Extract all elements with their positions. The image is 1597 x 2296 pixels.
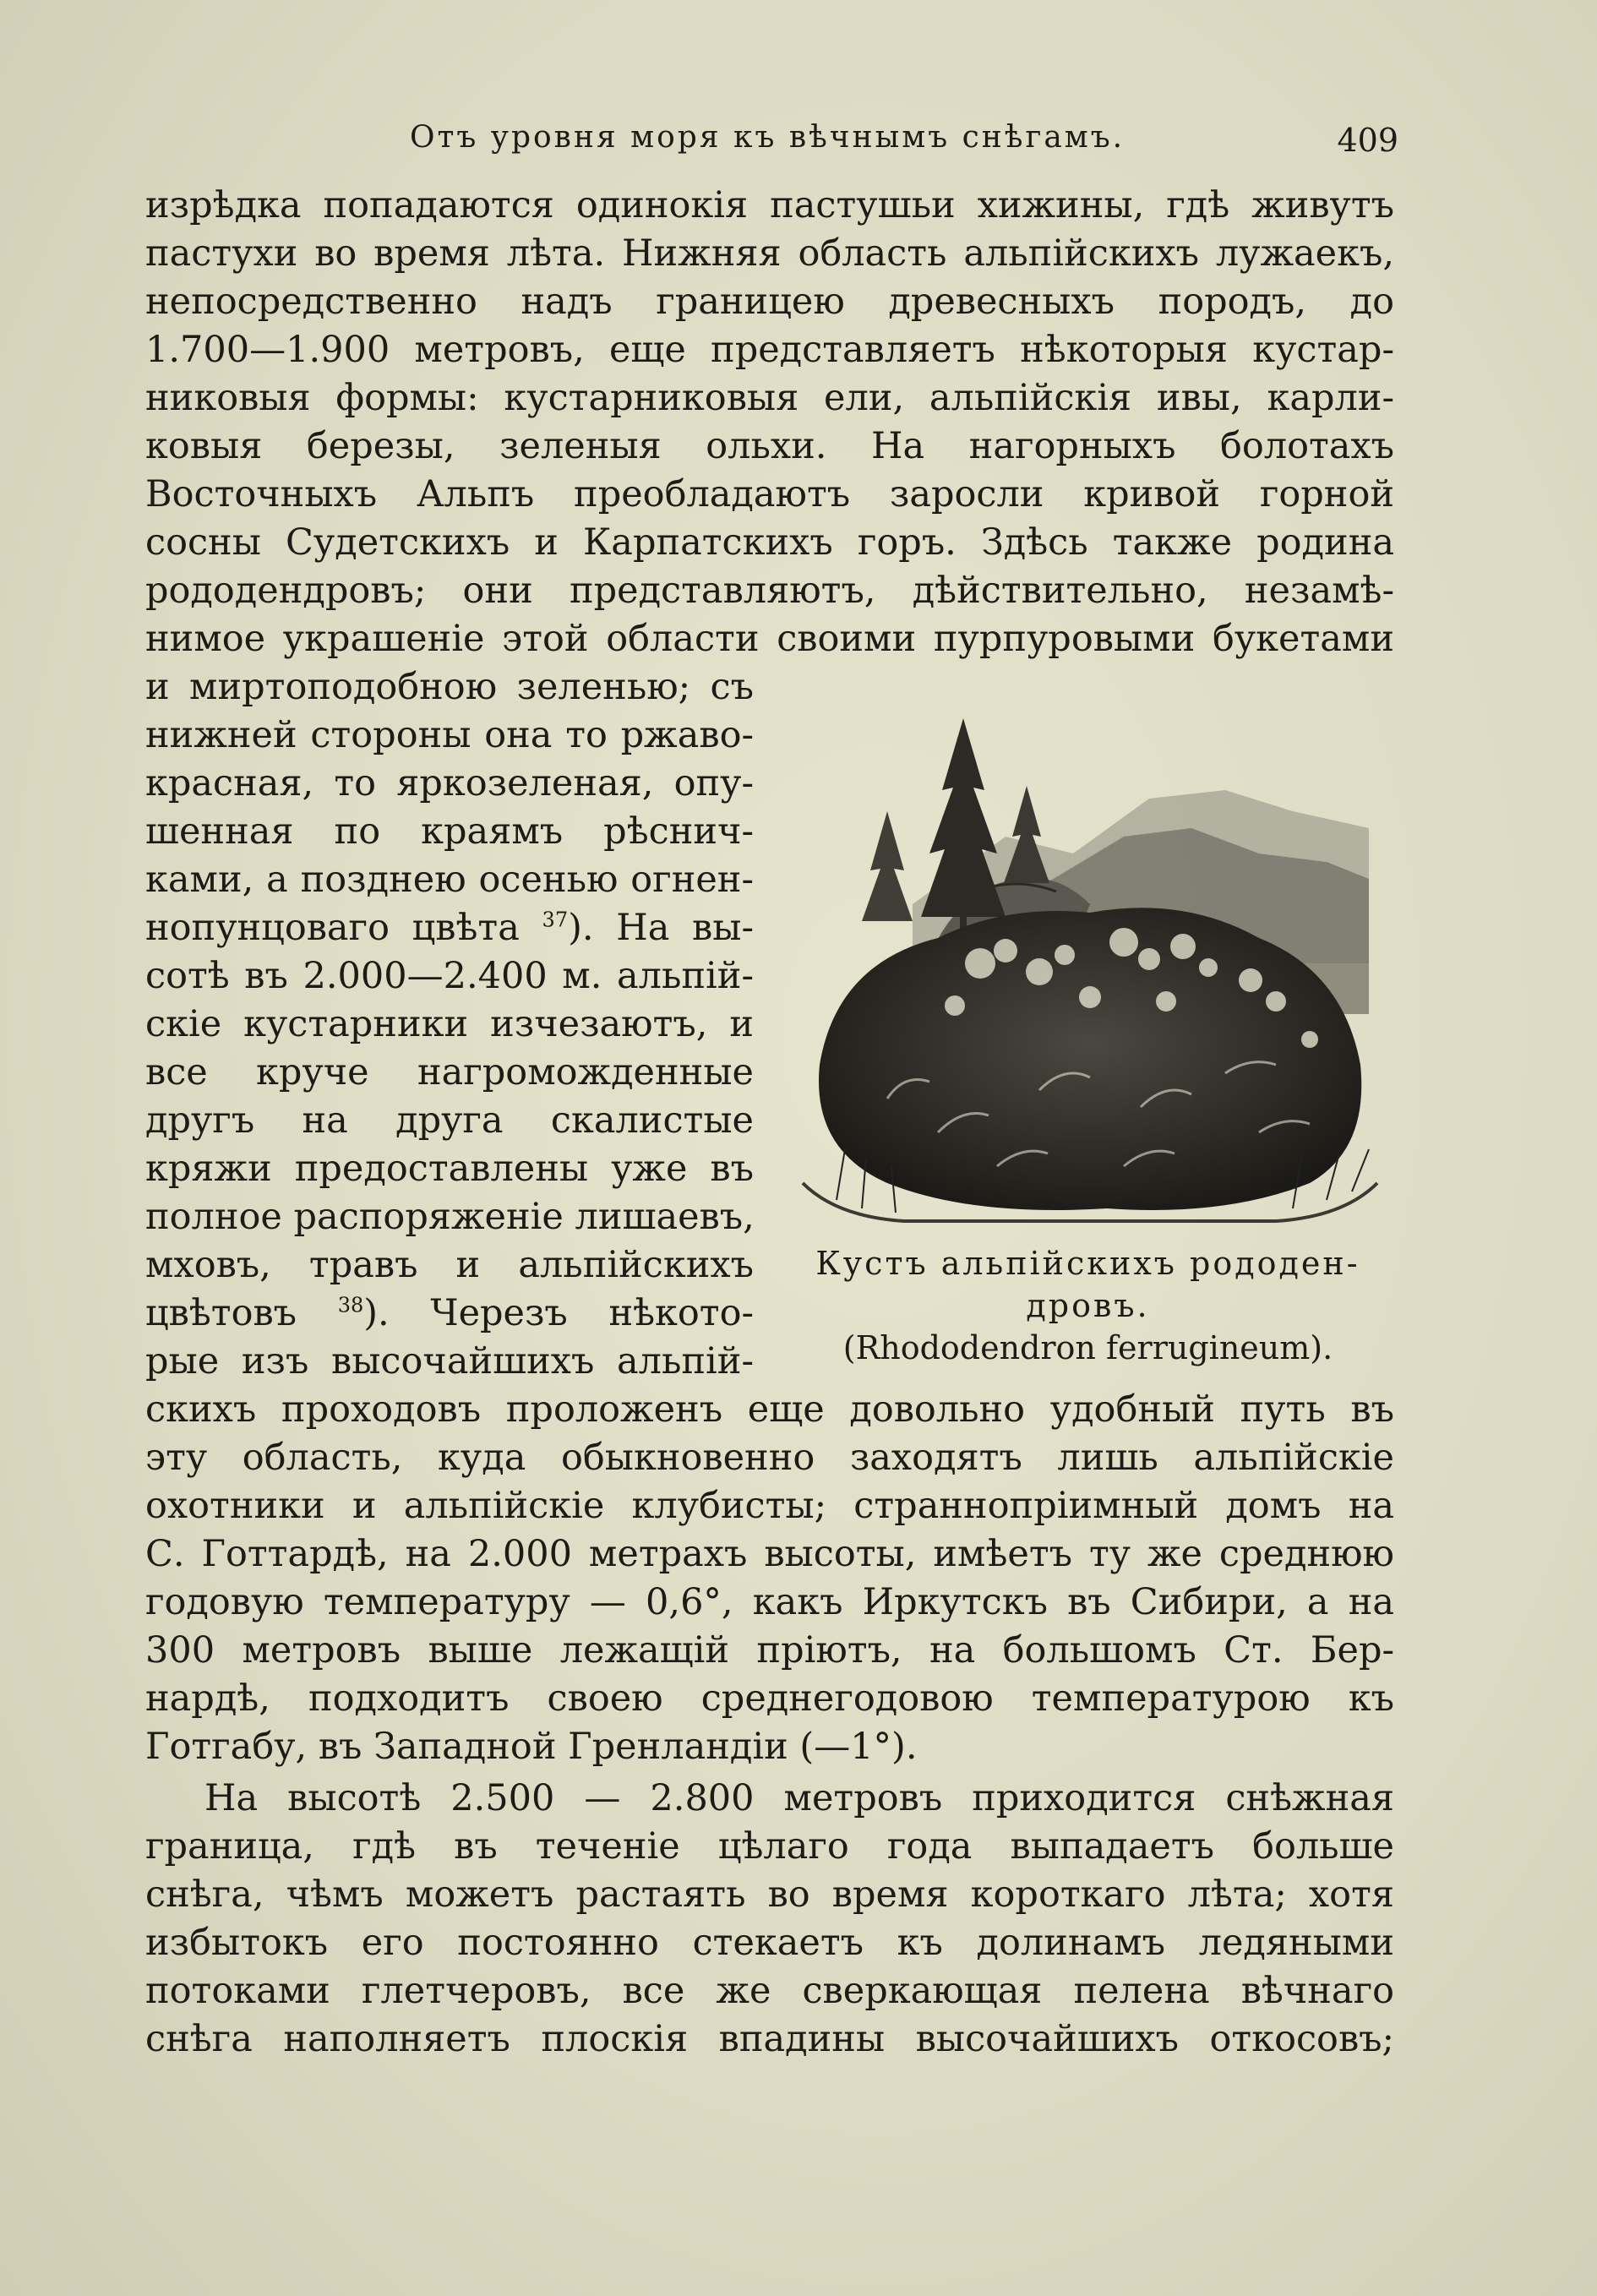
text-line: нижней стороны она то ржаво- — [145, 714, 754, 756]
text-line: шенная по краямъ рѣснич- — [145, 810, 754, 853]
text-line: годовую температуру — 0,6°, какъ Иркутскъ въ Сибири, а на — [145, 1581, 1394, 1623]
caption-line: Кустъ альпійскихъ рододен- — [815, 1245, 1360, 1282]
text-line: потоками глетчеровъ, все же сверкающая пелена вѣчнаго — [145, 1970, 1394, 2012]
text-line: другъ на друга скалистые — [145, 1099, 754, 1142]
text-line: красная, то яркозеленая, опу- — [145, 762, 754, 804]
text-line-with-footnote: цвѣтовъ $^{38}$). Черезъ нѣкото- — [145, 1292, 755, 1334]
text-line: непосредственно надъ границею древесныхъ породъ, до — [145, 281, 1394, 323]
text-line: 1.700—1.900 метровъ, еще представляетъ нѣкоторыя кустар- — [145, 329, 1394, 371]
text-line: охотники и альпійскіе клубисты; страннопріимный домъ на — [145, 1485, 1394, 1527]
text-line: все круче нагроможденные — [145, 1051, 754, 1093]
caption-latin-name: (Rhododendron ferrugineum). — [842, 1329, 1333, 1366]
text-line: скихъ проходовъ проложенъ еще довольно удобный путь въ — [145, 1388, 1394, 1431]
text-line: скіе кустарники изчезаютъ, и — [145, 1003, 754, 1045]
text-line: С. Готтардѣ, на 2.000 метрахъ высоты, имѣетъ ту же среднюю — [145, 1533, 1394, 1575]
text-line: эту область, куда обыкновенно заходятъ лишь альпійскіе — [145, 1437, 1394, 1479]
footnote-ref: 38 — [337, 1293, 364, 1317]
page-number: 409 — [1337, 122, 1398, 159]
text-line: Готгабу, въ Западной Гренландіи (—1°). — [145, 1726, 918, 1768]
rhododendron-bush — [819, 908, 1361, 1210]
paragraph-1-bottom — [145, 1386, 1394, 1771]
text-line: граница, гдѣ въ теченіе цѣлаго года выпадаетъ больше — [145, 1825, 1394, 1868]
text-line: рые изъ высочайшихъ альпій- — [145, 1340, 754, 1383]
figure-caption — [786, 1242, 1390, 1369]
text-line: кряжи предоставлены уже въ — [145, 1148, 754, 1190]
page-header — [148, 117, 1398, 167]
text-line: 300 метровъ выше лежащій пріютъ, на большомъ Ст. Бер- — [145, 1629, 1394, 1672]
text-line: и миртоподобною зеленью; съ — [145, 666, 754, 708]
running-title: Отъ уровня моря къ вѣчнымъ снѣгамъ. — [410, 120, 1126, 155]
text-line: мховъ, травъ и альпійскихъ — [145, 1244, 754, 1286]
text-line: сотѣ въ 2.000—2.400 м. альпій- — [145, 955, 754, 997]
text-line: снѣга, чѣмъ можетъ растаять во время короткаго лѣта; хотя — [145, 1873, 1394, 1916]
paragraph-2 — [145, 1775, 1394, 2064]
text-line: На высотѣ 2.500 — 2.800 метровъ приходится снѣжная — [204, 1777, 1394, 1819]
paragraph-1-column — [145, 663, 754, 1386]
text-line: нардѣ, подходитъ своею среднегодовою температурою къ — [145, 1677, 1394, 1720]
caption-line: дровъ. — [1026, 1287, 1150, 1324]
text-line: избытокъ его постоянно стекаетъ къ долинамъ ледяными — [145, 1922, 1394, 1964]
text-line: Восточныхъ Альпъ преобладаютъ заросли кривой горной — [145, 473, 1394, 515]
text-line: ками, а позднею осенью огнен- — [145, 859, 754, 901]
text-line: пастухи во время лѣта. Нижняя область альпійскихъ лужаекъ, — [145, 232, 1394, 275]
text-line: ковыя березы, зеленыя ольхи. На нагорныхъ болотахъ — [145, 425, 1394, 467]
text-line: снѣга наполняетъ плоскія впадины высочайшихъ откосовъ; — [145, 2018, 1394, 2060]
text-line: никовыя формы: кустарниковыя ели, альпійскія ивы, карли- — [145, 377, 1394, 419]
paragraph-1-top — [145, 182, 1394, 663]
text-line: сосны Судетскихъ и Карпатскихъ горъ. Здѣсь также родина — [145, 521, 1394, 564]
text-line-with-footnote: нопунцоваго цвѣта $^{37}$). На вы- — [145, 907, 754, 949]
text-line: полное распоряженіе лишаевъ, — [145, 1196, 755, 1238]
text-line: рододендровъ; они представляютъ, дѣйствительно, незамѣ- — [145, 570, 1394, 612]
rhododendron-illustration — [786, 710, 1390, 1234]
text-line: изрѣдка попадаются одинокія пастушьи хижины, гдѣ живутъ — [145, 184, 1394, 226]
text-line: нимое украшеніе этой области своими пурпуровыми букетами — [145, 618, 1394, 660]
footnote-ref: 37 — [542, 908, 569, 932]
